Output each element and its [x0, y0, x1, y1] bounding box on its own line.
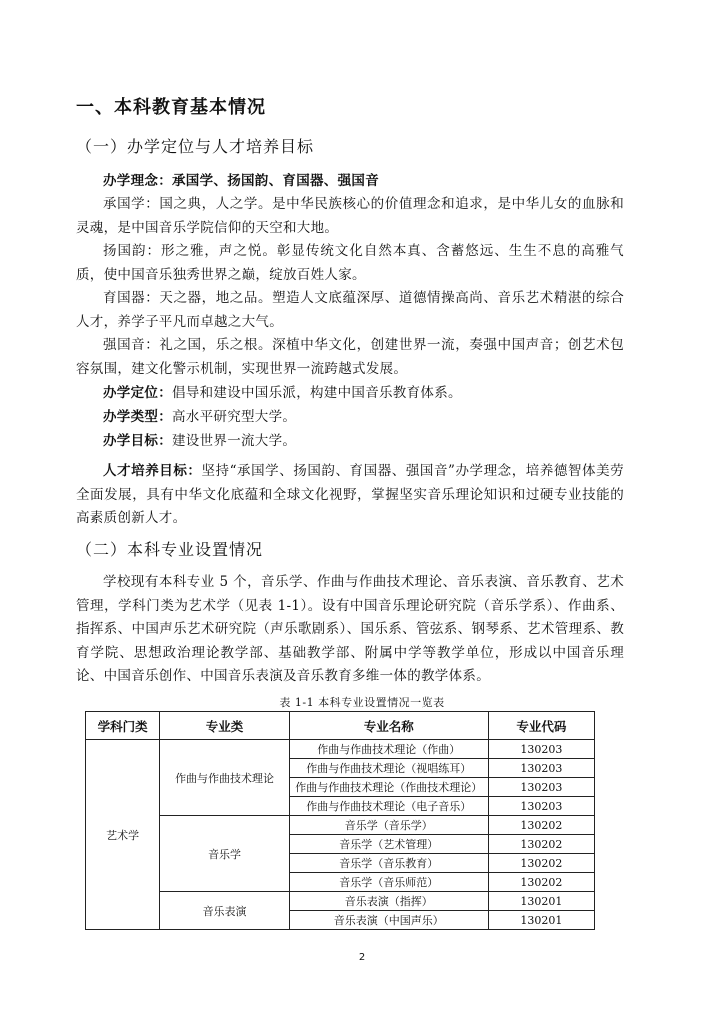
major-name-cell: 音乐学（音乐师范）: [289, 873, 488, 892]
positioning-label: 办学定位：: [103, 385, 172, 401]
type-text: 高水平研究型大学。: [172, 409, 297, 425]
major-name-cell: 音乐学（音乐教育）: [289, 854, 488, 873]
type-label: 办学类型：: [103, 409, 172, 425]
major-code-cell: 130202: [488, 835, 594, 854]
paragraph-yuguoqi: 育国器：天之器，地之品。塑造人文底蕴深厚、道德情操高尚、音乐艺术精湛的综合人才，养学子平凡而卓越之大气。: [76, 290, 624, 330]
major-name-cell: 音乐表演（指挥）: [289, 892, 488, 911]
major-name-cell: 作曲与作曲技术理论（视唱练耳）: [289, 759, 488, 778]
goal-paragraph: [76, 430, 624, 454]
majors-table: [85, 711, 595, 930]
table-header-row: [86, 712, 595, 740]
positioning-paragraph: [76, 382, 624, 406]
category-cell: 作曲与作曲技术理论: [160, 740, 290, 816]
paragraph-qiangguoyin: 强国音：礼之国，乐之根。深植中华文化，创建世界一流，奏强中国声音；创艺术包容氛围，建文化警示机制，实现世界一流跨越式发展。: [76, 337, 624, 377]
major-name-cell: 音乐学（艺术管理）: [289, 835, 488, 854]
major-code-cell: 130203: [488, 778, 594, 797]
goal-text: 建设世界一流大学。: [172, 433, 297, 449]
type-paragraph: [76, 406, 624, 430]
header-discipline: 学科门类: [86, 712, 160, 740]
table-row: [86, 892, 595, 911]
major-code-cell: 130201: [488, 911, 594, 930]
majors-paragraph: 学校现有本科专业 5 个，音乐学、作曲与作曲技术理论、音乐表演、音乐教育、艺术管理，学科门类为艺术学（见表 1-1）。设有中国音乐理论研究院（音乐学系）、作曲系、指挥系、中国声乐艺术研究院（声乐歌剧系）、国乐系、管弦系、钢琴系、艺术管理系、教育学院、思想政治理论教学部、基础教学部、附属中学等教学单位，形成以中国音乐理论、中国音乐创作、中国音乐表演及音乐教育多维一体的教学体系。: [76, 574, 624, 684]
paragraph-chengguoxue: 承国学：国之典，人之学。是中华民族核心的价值理念和追求，是中华儿女的血脉和灵魂，是中国音乐学院信仰的天空和大地。: [76, 196, 624, 236]
category-cell: 音乐表演: [160, 892, 290, 930]
subsection-title-majors: （二）本科专业设置情况: [76, 540, 264, 559]
table-caption: 表 1-1 本科专业设置情况一览表: [279, 696, 445, 709]
major-name-cell: 音乐表演（中国声乐）: [289, 911, 488, 930]
major-name-cell: 音乐学（音乐学）: [289, 816, 488, 835]
major-code-cell: 130203: [488, 740, 594, 759]
goal-label: 办学目标：: [103, 433, 172, 449]
major-code-cell: 130202: [488, 873, 594, 892]
table-row: [86, 740, 595, 759]
header-major-name: 专业名称: [289, 712, 488, 740]
header-major-code: 专业代码: [488, 712, 594, 740]
subsection-title-positioning: （一）办学定位与人才培养目标: [76, 137, 315, 156]
discipline-cell: 艺术学: [86, 740, 160, 930]
major-name-cell: 作曲与作曲技术理论（电子音乐）: [289, 797, 488, 816]
major-name-cell: 作曲与作曲技术理论（作曲）: [289, 740, 488, 759]
motto-paragraph: [76, 170, 624, 194]
major-code-cell: 130202: [488, 816, 594, 835]
talent-text: 坚持“承国学、扬国韵、育国器、强国音”办学理念，培养德智体美劳全面发展，具有中华文化底蕴和全球文化视野，掌握坚实音乐理论知识和过硬专业技能的高素质创新人才。: [76, 463, 624, 526]
category-cell: 音乐学: [160, 816, 290, 892]
major-name-cell: 作曲与作曲技术理论（作曲技术理论）: [289, 778, 488, 797]
header-category: 专业类: [160, 712, 290, 740]
major-code-cell: 130201: [488, 892, 594, 911]
major-code-cell: 130202: [488, 854, 594, 873]
positioning-text: 倡导和建设中国乐派，构建中国音乐教育体系。: [172, 385, 462, 401]
motto-label: 办学理念：承国学、扬国韵、育国器、强国音: [103, 173, 379, 189]
table-row: [86, 816, 595, 835]
major-code-cell: 130203: [488, 797, 594, 816]
talent-paragraph: [76, 460, 624, 531]
page-number: 2: [358, 952, 366, 963]
major-code-cell: 130203: [488, 759, 594, 778]
talent-label: 人才培养目标：: [103, 463, 202, 479]
paragraph-yangguoyun: 扬国韵：形之雅，声之悦。彰显传统文化自然本真、含蓄悠远、生生不息的高雅气质，使中国音乐独秀世界之巅，绽放百姓人家。: [76, 243, 624, 283]
section-title: 一、本科教育基本情况: [76, 97, 266, 118]
